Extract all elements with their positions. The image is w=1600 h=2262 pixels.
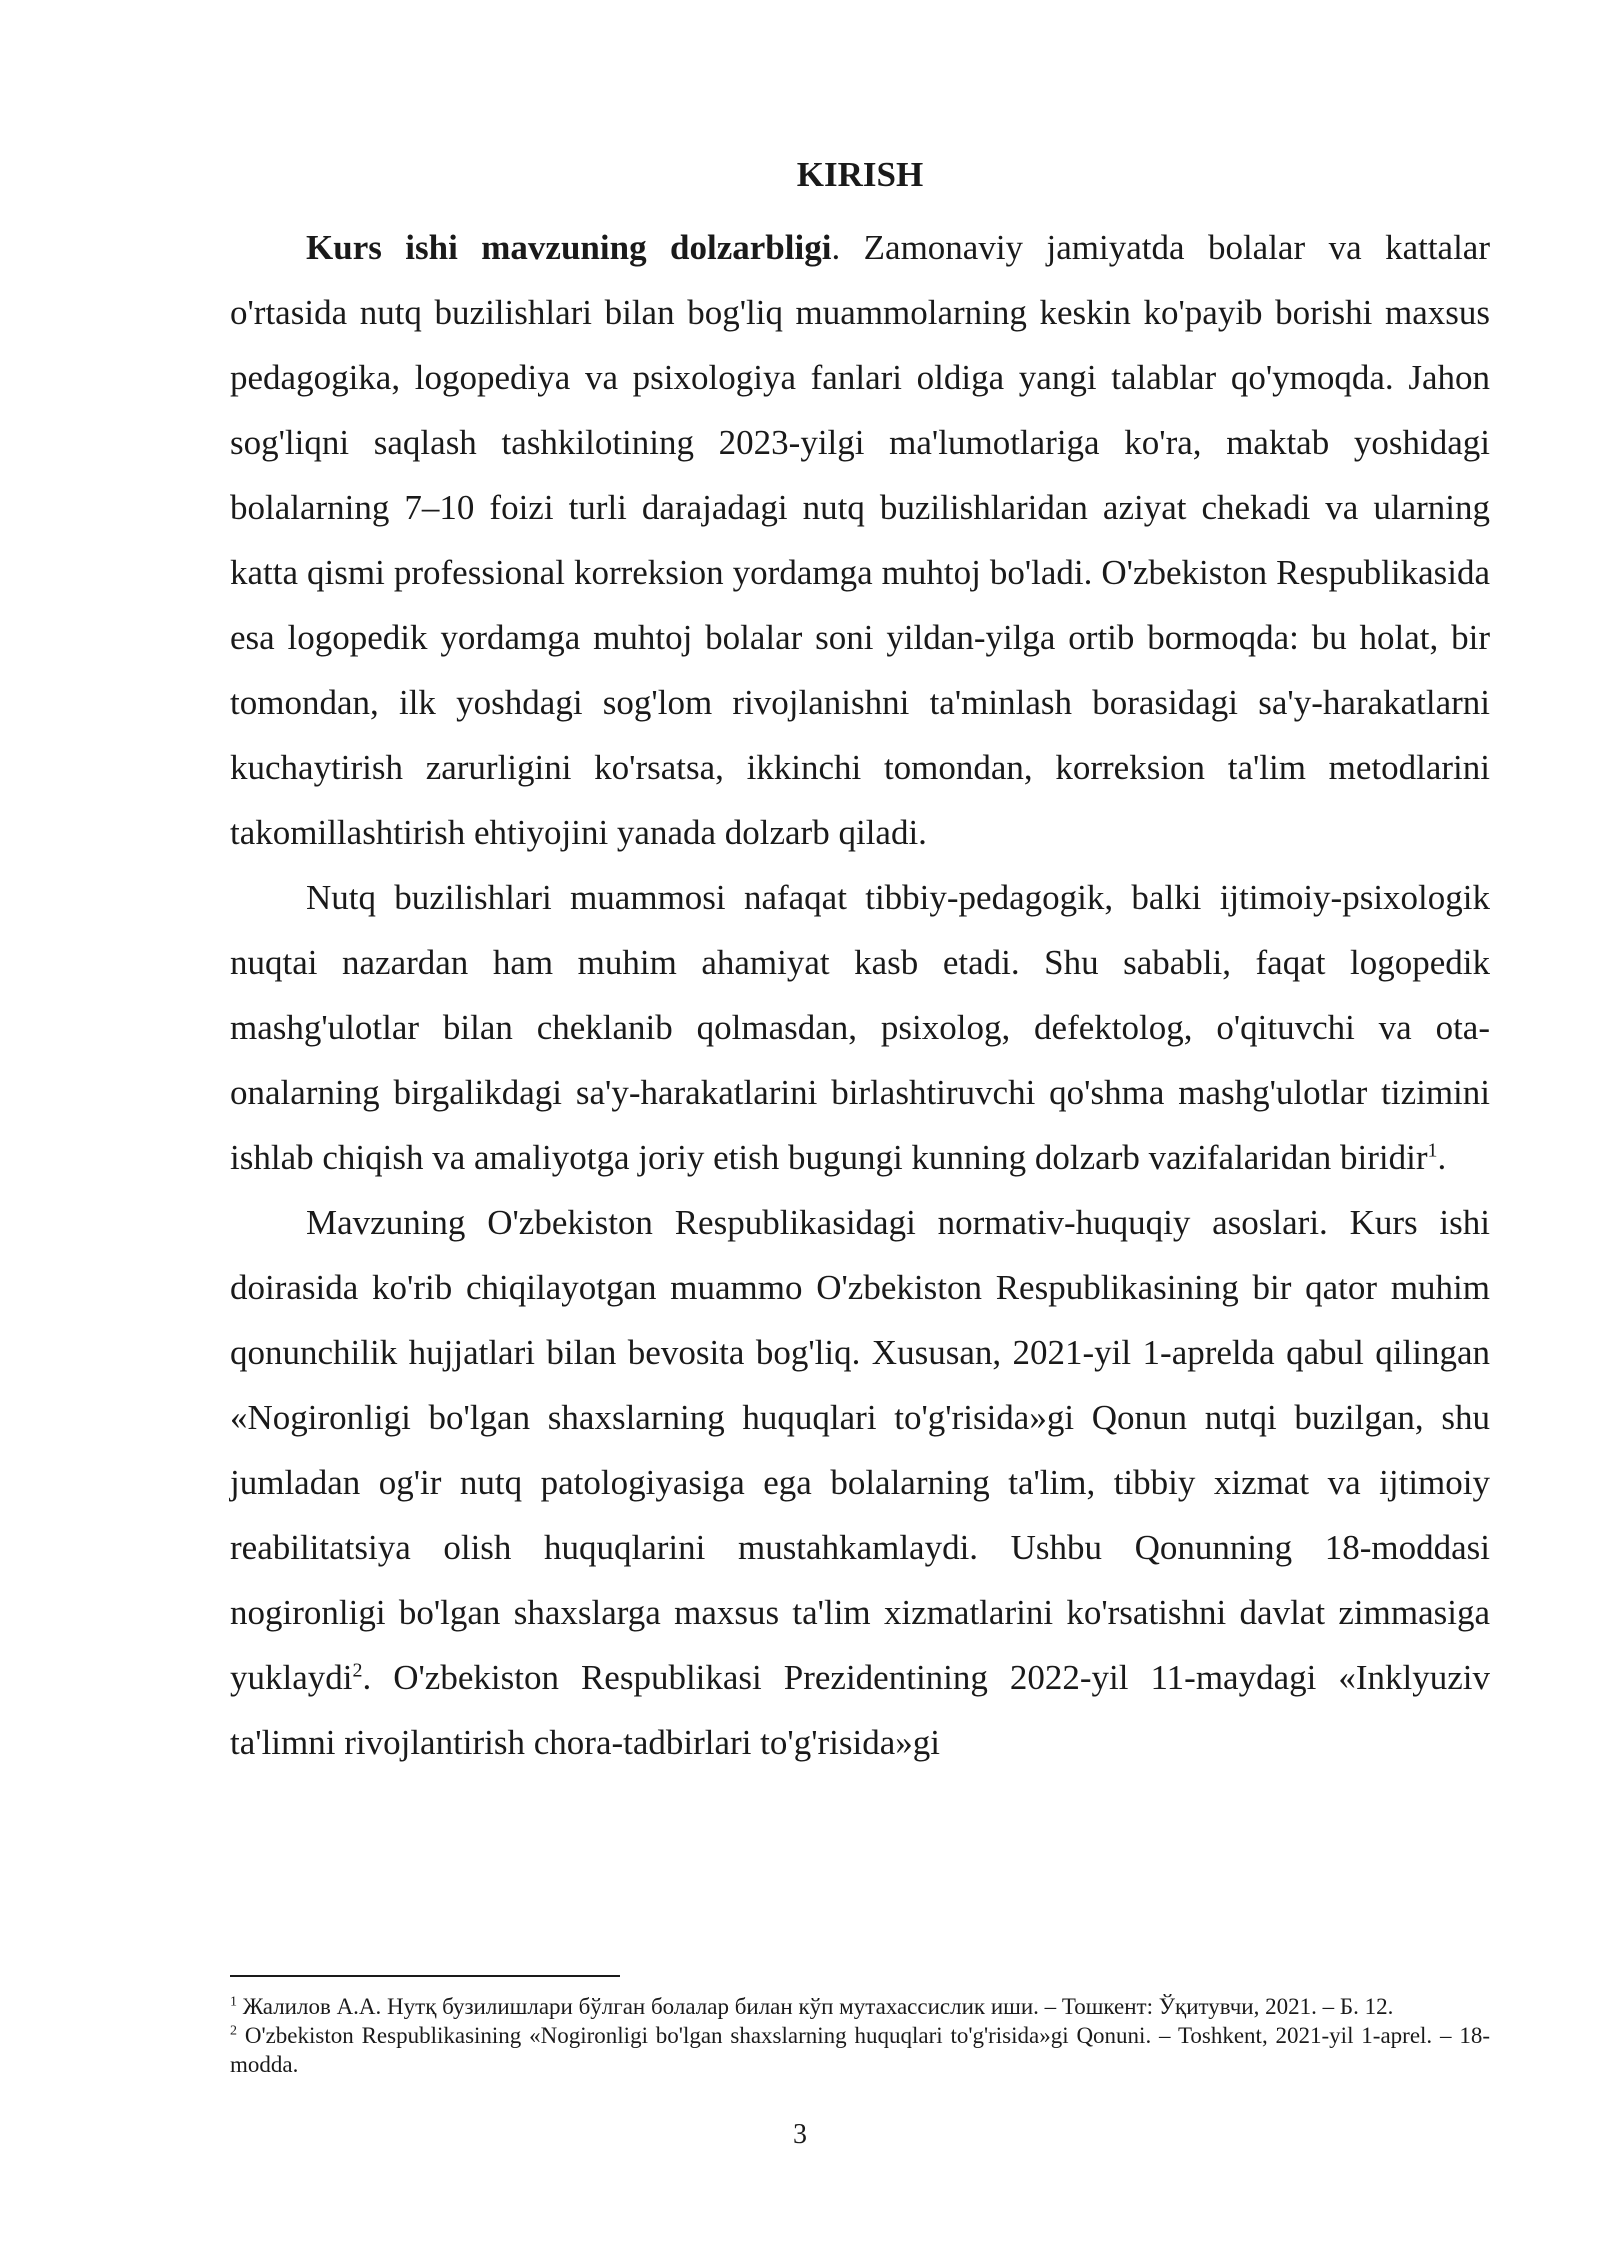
footnote-separator	[230, 1975, 620, 1977]
document-body	[230, 150, 1490, 1775]
footnote-ref-1[interactable]: 1	[1427, 1139, 1438, 1162]
page-heading: KIRISH	[796, 155, 924, 194]
footnote-text: Жалилов А.А. Нутқ бузилишлари бўлган болалар билан кўп мутахассислик иши. – Тошкент: Ўқитувчи, 2021. – Б. 12.	[242, 1994, 1394, 2019]
footnotes	[230, 1992, 1490, 2079]
footnote-2	[230, 2021, 1490, 2079]
paragraph-text: Nutq buzilishlari muammosi nafaqat tibbiy-pedagogik, balki ijtimoiy-psixologik nuqtai nazardan ham muhim ahamiyat kasb etadi. Shu sababli, faqat logopedik mashg'ulotlar bilan cheklanib qolmasdan, psixolog, defektolog, o'qituvchi va ota-onalarning birgalikdagi sa'y-harakatlarini birlashtiruvchi qo'shma mashg'ulotlar tizimini ishlab chiqish va amaliyotga joriy etish bugungi kunning dolzarb vazifalaridan biridir	[230, 878, 1490, 1177]
paragraph-text: Mavzuning O'zbekiston Respublikasidagi normativ-huquqiy asoslari. Kurs ishi doirasida ko'rib chiqilayotgan muammo O'zbekiston Respublikasining bir qator muhim qonunchilik hujjatlari bilan bevosita bog'liq. Xususan, 2021-yil 1-aprelda qabul qilingan «Nogironligi bo'lgan shaxslarning huquqlari to'g'risida»gi Qonun nutqi buzilgan, shu jumladan og'ir nutq patologiyasiga ega bolalarning ta'lim, tibbiy xizmat va ijtimoiy reabilitatsiya olish huquqlarini mustahkamlaydi. Ushbu Qonunning 18-moddasi nogironligi bo'lgan shaxslarga maxsus ta'lim xizmatlarini ko'rsatishni davlat zimmasiga yuklaydi	[230, 1203, 1490, 1697]
paragraph-speech-disorders	[230, 865, 1490, 1190]
paragraph-text-continued: . O'zbekiston Respublikasi Prezidentining 2022-yil 11-maydagi «Inklyuziv ta'limni rivojlantirish chora-tadbirlari to'g'risida»gi	[230, 1658, 1490, 1762]
footnote-number: 2	[230, 2023, 237, 2039]
footnote-1	[230, 1992, 1490, 2021]
paragraph-lead-bold: Kurs ishi mavzuning dolzarbligi	[306, 228, 832, 267]
paragraph-legal-basis	[230, 1190, 1490, 1775]
paragraph-relevance	[230, 215, 1490, 865]
footnote-ref-2[interactable]: 2	[352, 1659, 363, 1682]
footnote-text: O'zbekiston Respublikasining «Nogironligi bo'lgan shaxslarning huquqlari to'g'risida»gi Qonuni. – Toshkent, 2021-yil 1-aprel. – 18-modda.	[230, 2023, 1490, 2077]
footnote-number: 1	[230, 1994, 237, 2010]
paragraph-text: . Zamonaviy jamiyatda bolalar va kattalar o'rtasida nutq buzilishlari bilan bog'liq muammolarning keskin ko'payib borishi maxsus pedagogika, logopediya va psixologiya fanlari oldiga yangi talablar qo'ymoqda. Jahon sog'liqni saqlash tashkilotining 2023-yilgi ma'lumotlariga ko'ra, maktab yoshidagi bolalarning 7–10 foizi turli darajadagi nutq buzilishlaridan aziyat chekadi va ularning katta qismi professional korreksion yordamga muhtoj bo'ladi. O'zbekiston Respublikasida esa logopedik yordamga muhtoj bolalar soni yildan-yilga ortib bormoqda: bu holat, bir tomondan, ilk yoshdagi sog'lom rivojlanishni ta'minlash borasidagi sa'y-harakatlarni kuchaytirish zarurligini ko'rsatsa, ikkinchi tomondan, korreksion ta'lim metodlarini takomillashtirish ehtiyojini yanada dolzarb qiladi.	[230, 228, 1490, 852]
page-number: 3	[793, 2119, 807, 2150]
paragraph-tail: .	[1437, 1138, 1447, 1177]
